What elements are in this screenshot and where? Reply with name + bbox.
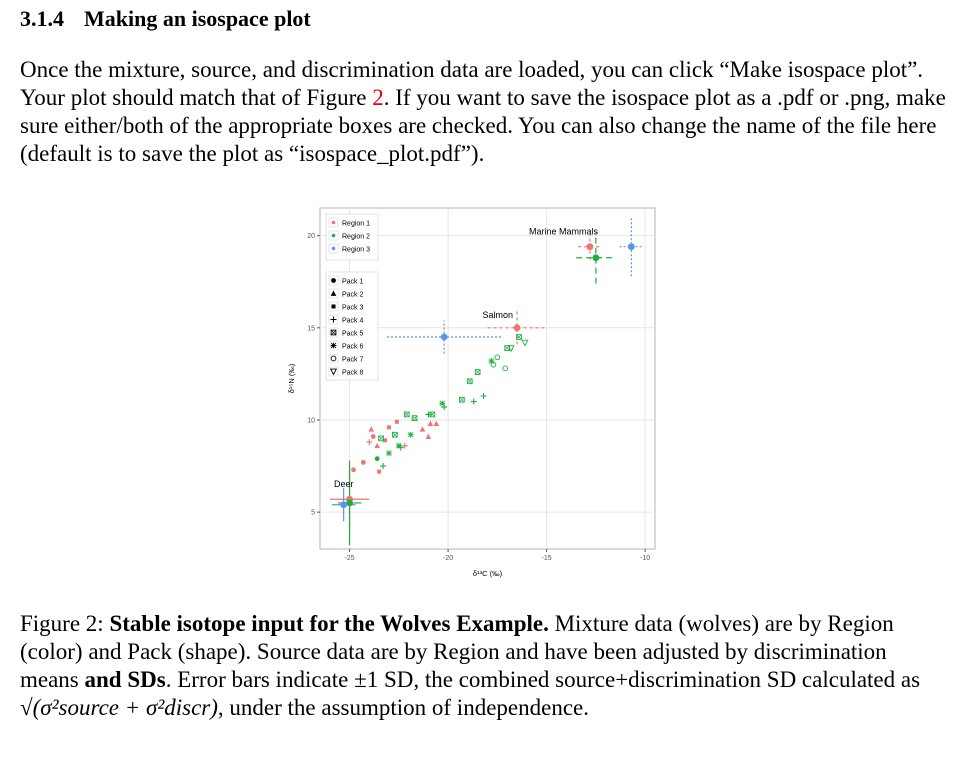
y-axis-label: δ¹⁵N (‰)	[287, 363, 296, 394]
legend-color-swatch	[332, 234, 336, 238]
figure-caption	[20, 610, 950, 722]
section-heading	[20, 6, 311, 32]
legend-pack-label: Pack 3	[342, 304, 364, 312]
source-mean-point	[340, 501, 347, 508]
legend-shape-swatch	[331, 278, 336, 283]
mixture-point	[351, 467, 356, 472]
legend-pack-label: Pack 8	[342, 369, 364, 377]
section-title: Making an isospace plot	[84, 6, 311, 31]
mixture-point	[395, 420, 399, 424]
mixture-point	[408, 432, 414, 438]
mixture-point	[439, 400, 445, 406]
isospace-chart	[268, 200, 668, 590]
mixture-point	[386, 450, 392, 456]
source-mean-point	[346, 500, 353, 507]
caption-label: Figure 2:	[20, 611, 110, 636]
y-tick-label: 5	[311, 509, 315, 517]
legend-shape-swatch	[332, 305, 336, 309]
legend-pack-label: Pack 2	[342, 291, 364, 299]
source-mean-point	[628, 243, 635, 250]
y-tick-label: 15	[307, 325, 315, 333]
legend-pack-label: Pack 4	[342, 317, 364, 325]
source-mean-point	[514, 324, 521, 331]
y-tick-label: 20	[307, 233, 315, 241]
legend-color-swatch	[332, 247, 336, 251]
mixture-point	[387, 425, 391, 429]
caption-bold-2: and SDs	[84, 667, 166, 692]
legend-pack-label: Pack 5	[342, 330, 364, 338]
mixture-point	[396, 443, 402, 449]
legend-region-label: Region 1	[342, 220, 371, 228]
source-mean-point	[592, 254, 599, 261]
legend-key	[329, 354, 338, 363]
caption-title: Stable isotope input for the Wolves Example.	[109, 611, 549, 636]
source-label: Marine Mammals	[528, 226, 598, 237]
legend-pack-label: Pack 6	[342, 343, 364, 351]
section-number: 3.1.4	[20, 6, 64, 31]
body-paragraph	[20, 56, 955, 168]
paragraph-text-1: Once the mixture, source, and discrimination data are loaded, you can click “Make isospace plot”. Your plot should match that of Figure	[20, 57, 924, 110]
legend-pack-label: Pack 1	[342, 278, 364, 286]
caption-text-3: , under the assumption of independence.	[217, 695, 589, 720]
x-tick-label: -15	[541, 555, 552, 562]
mixture-point	[377, 470, 381, 474]
shape-legend-box	[326, 272, 378, 380]
x-tick-label: -25	[344, 555, 355, 562]
sd-formula: √(σ²source + σ²discr)	[20, 695, 218, 720]
caption-text-1: Mixture data (wolves) are by Region (color) and Pack (shape). Source data are by Region and have been adjusted by discrimination means	[20, 611, 894, 692]
figure-link[interactable]: 2	[372, 85, 384, 110]
source-mean-point	[587, 243, 594, 250]
source-mean-point	[441, 334, 448, 341]
paragraph-text-2: . If you want to save the isospace plot as a .pdf or .png, make sure either/both of the appropriate boxes are checked. You can also change the name of the file here (default is to save the plot as “isospace_plot.pdf”).	[20, 85, 946, 166]
legend-shape-swatch	[331, 343, 337, 349]
x-tick-label: -10	[640, 555, 651, 562]
isospace-figure	[268, 200, 668, 590]
mixture-point	[361, 460, 366, 465]
legend-region-label: Region 3	[342, 246, 371, 254]
mixture-point	[371, 434, 376, 439]
x-tick-label: -20	[443, 555, 454, 562]
legend-color-swatch	[332, 221, 336, 225]
legend-pack-label: Pack 7	[342, 356, 364, 364]
x-axis-label: δ¹³C (‰)	[472, 569, 503, 578]
source-label: Salmon	[482, 309, 514, 320]
caption-text-2: . Error bars indicate ±1 SD, the combined source+discrimination SD calculated as	[165, 667, 921, 692]
mixture-point	[375, 456, 380, 461]
legend-region-label: Region 2	[342, 233, 371, 241]
source-label: Deer	[334, 479, 354, 490]
y-tick-label: 10	[307, 417, 315, 425]
